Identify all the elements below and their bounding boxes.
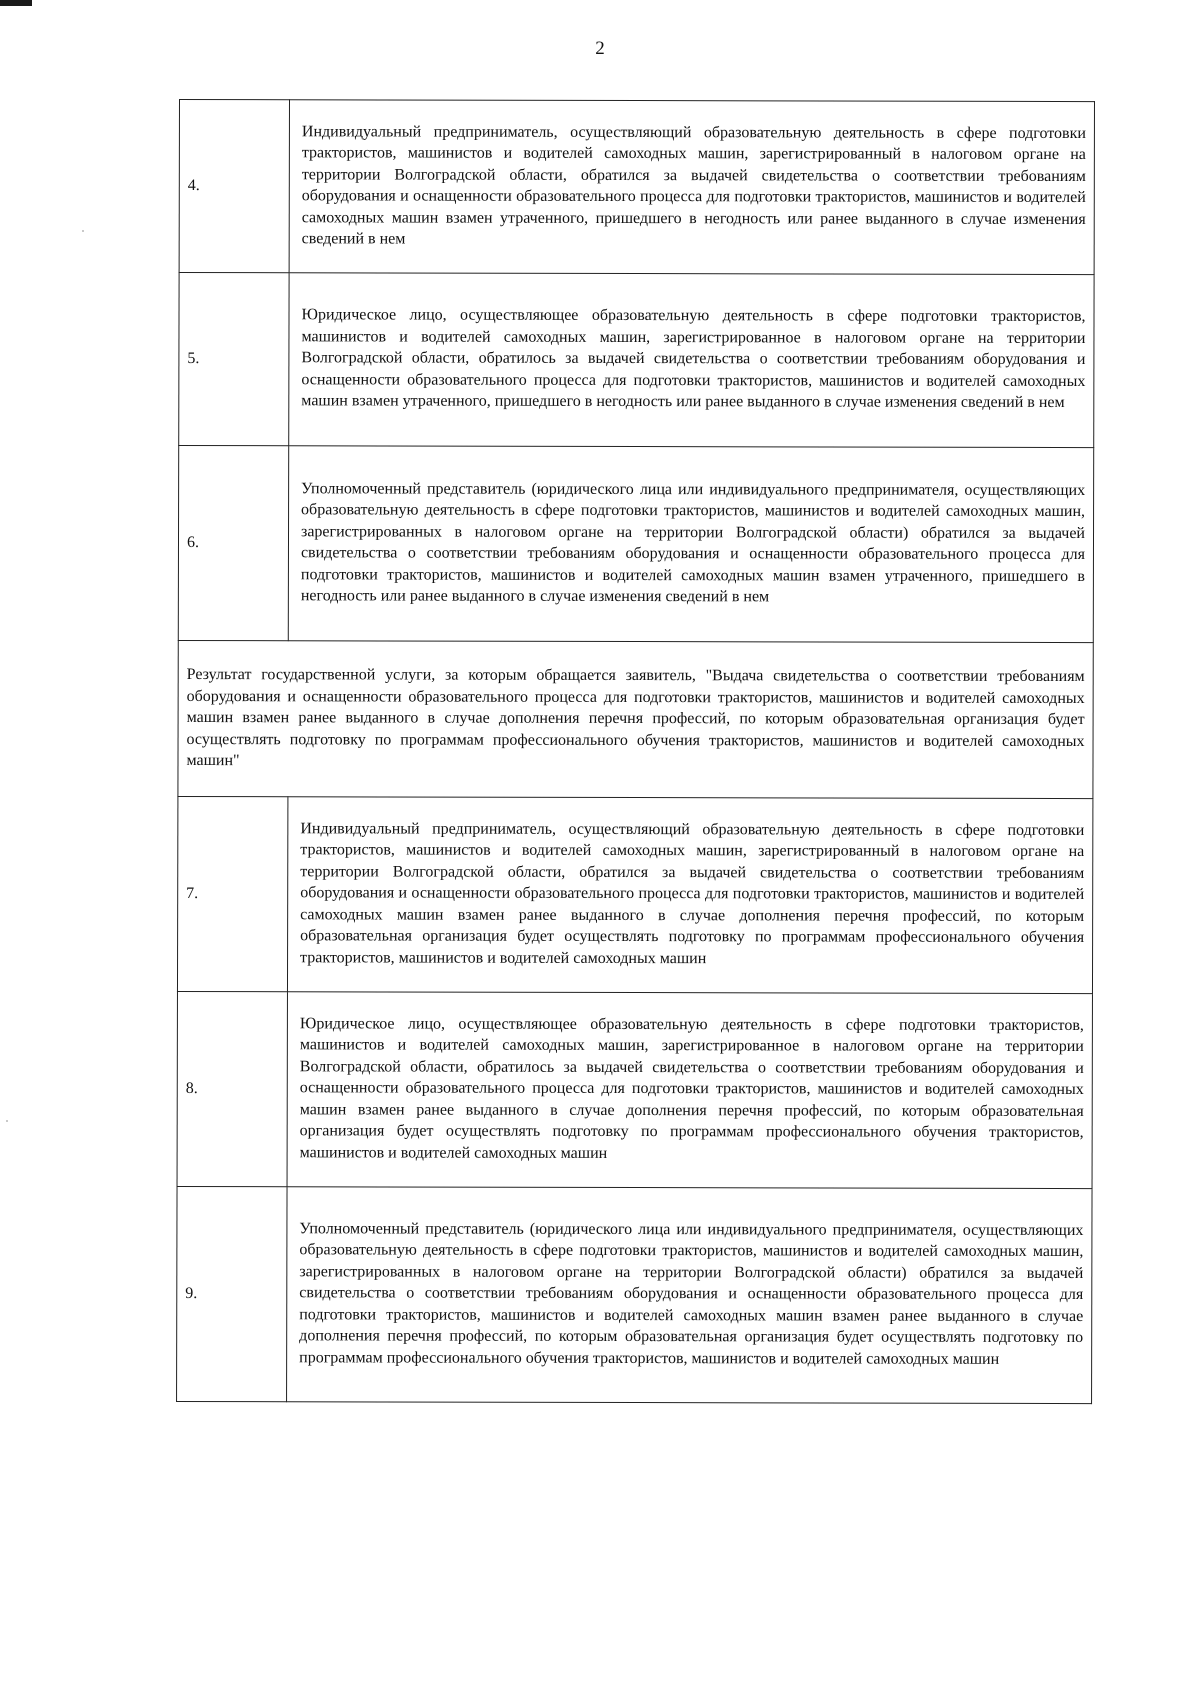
row-description: Уполномоченный представитель (юридического лица или индивидуального предпринимателя, осуществляющих образовательную деятельность в сфере подготовки трактористов, машинистов и водителей самоходных машин, зарегистрированных в налоговом органе на территории Волгоградской области) обратился за выдачей свидетельства о соответствии требованиям оборудования и оснащенности образовательного процесса для подготовки трактористов, машинистов и водителей самоходных машин взамен утраченного, пришедшего в негодность или ранее выданного в случае изменения сведений в нем (288, 446, 1093, 643)
table-row (179, 100, 1094, 275)
row-description: Юридическое лицо, осуществляющее образовательную деятельность в сфере подготовки трактористов, машинистов и водителей самоходных машин, зарегистрированное в налоговом органе на территории Волгоградской области, обратилось за выдачей свидетельства о соответствии требованиям оборудования и оснащенности образовательного процесса для подготовки трактористов, машинистов и водителей самоходных машин взамен утраченного, пришедшего в негодность или ранее выданного в случае изменения сведений в нем (289, 273, 1094, 448)
row-number: 7. (177, 796, 287, 991)
section-header: Результат государственной услуги, за которым обращается заявитель, "Выдача свидетельства о соответствии требованиям оборудования и оснащенности образовательного процесса для подготовки трактористов, машинистов и водителей самоходных машин взамен ранее выданного в случае дополнения перечня профессий, по которым образовательная организация будет осуществлять подготовку по программам профессионального обучения трактористов, машинистов и водителей самоходных машин" (178, 640, 1093, 798)
scan-speck (6, 1120, 8, 1122)
applicant-variants-table (176, 99, 1095, 1404)
table-row (178, 446, 1093, 643)
row-description: Индивидуальный предприниматель, осуществляющий образовательную деятельность в сфере подготовки трактористов, машинистов и водителей самоходных машин, зарегистрированный в налоговом органе на территории Волгоградской области, обратился за выдачей свидетельства о соответствии требованиям оборудования и оснащенности образовательного процесса для подготовки трактористов, машинистов и водителей самоходных машин взамен ранее выданного в случае дополнения перечня профессий, по которым образовательная организация будет осуществлять подготовку по программам профессионального обучения трактористов, машинистов и водителей самоходных машин (287, 797, 1092, 994)
table-row (177, 796, 1092, 993)
row-number: 9. (177, 1186, 287, 1401)
scan-corner-mark (0, 0, 32, 6)
row-description: Уполномоченный представитель (юридического лица или индивидуального предпринимателя, осуществляющих образовательную деятельность в сфере подготовки трактористов, машинистов и водителей самоходных машин, зарегистрированных в налоговом органе на территории Волгоградской области) обратился за выдачей свидетельства о соответствии требованиям оборудования и оснащенности образовательного процесса для подготовки трактористов, машинистов и водителей самоходных машин взамен ранее выданного в случае дополнения перечня профессий, по которым образовательная организация будет осуществлять подготовку по программам профессионального обучения трактористов, машинистов и водителей самоходных машин (287, 1187, 1092, 1404)
scan-speck (82, 230, 84, 232)
section-header-row (178, 640, 1093, 798)
table-row (177, 991, 1092, 1188)
row-number: 6. (178, 446, 288, 641)
row-number: 5. (179, 273, 289, 446)
row-description: Индивидуальный предприниматель, осуществляющий образовательную деятельность в сфере подготовки трактористов, машинистов и водителей самоходных машин, зарегистрированный в налоговом органе на территории Волгоградской области, обратился за выдачей свидетельства о соответствии требованиям оборудования и оснащенности образовательного процесса для подготовки трактористов, машинистов и водителей самоходных машин взамен утраченного, пришедшего в негодность или ранее выданного в случае изменения сведений в нем (289, 100, 1094, 275)
row-number: 8. (177, 991, 287, 1186)
table-row (177, 1186, 1092, 1403)
table-row (179, 273, 1094, 448)
row-description: Юридическое лицо, осуществляющее образовательную деятельность в сфере подготовки трактористов, машинистов и водителей самоходных машин, зарегистрированное в налоговом органе на территории Волгоградской области, обратилось за выдачей свидетельства о соответствии требованиям оборудования и оснащенности образовательного процесса для подготовки трактористов, машинистов и водителей самоходных машин взамен ранее выданного в случае дополнения перечня профессий, по которым образовательная организация будет осуществлять подготовку по программам профессионального обучения трактористов, машинистов и водителей самоходных машин (287, 992, 1092, 1189)
row-number: 4. (179, 100, 289, 273)
page-number: 2 (595, 38, 605, 59)
